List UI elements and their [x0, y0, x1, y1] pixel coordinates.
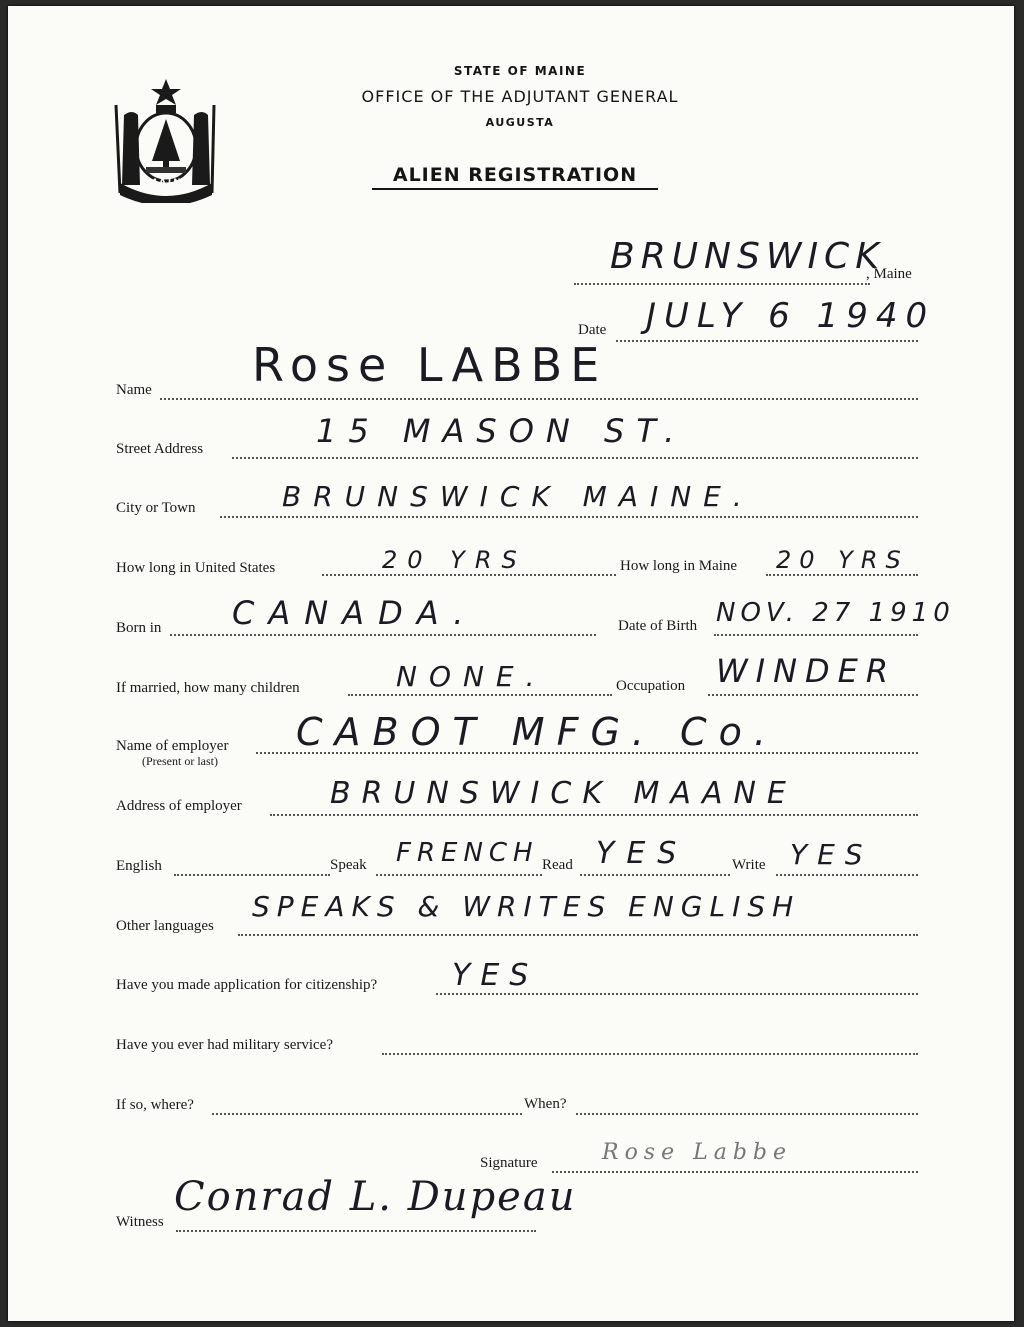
military-label: Have you ever had military service? — [116, 1037, 333, 1053]
date-line — [616, 340, 918, 342]
signature-label: Signature — [480, 1155, 538, 1171]
signature-value: Rose Labbe — [602, 1140, 793, 1165]
english-label: English — [116, 858, 162, 874]
speak-value: FRENCH — [396, 838, 539, 868]
employer-note: (Present or last) — [142, 754, 218, 768]
citizenship-label: Have you made application for citizenship? — [116, 977, 378, 993]
born-in-value: CANADA. — [232, 594, 478, 632]
children-label: If married, how many children — [116, 680, 300, 696]
military-line — [382, 1053, 918, 1055]
office-heading: OFFICE OF THE ADJUTANT GENERAL — [361, 87, 679, 106]
employer-address-line — [270, 814, 918, 816]
occupation-label: Occupation — [616, 678, 686, 694]
employer-value: CABOT MFG. Co. — [296, 710, 778, 754]
city-heading: AUGUSTA — [485, 116, 555, 129]
write-line — [776, 874, 918, 876]
english-line — [174, 874, 330, 876]
citizenship-line — [436, 993, 918, 995]
other-languages-line — [238, 934, 918, 936]
born-in-line — [170, 634, 596, 636]
witness-line — [176, 1230, 536, 1232]
date-label: Date — [578, 322, 607, 338]
occupation-line — [708, 694, 918, 696]
other-languages-value: SPEAKS & WRITES ENGLISH — [252, 890, 801, 923]
when-line — [576, 1113, 918, 1115]
how-long-us-label: How long in United States — [116, 560, 276, 576]
city-town-label: City or Town — [116, 500, 196, 516]
read-label: Read — [542, 857, 573, 873]
employer-label: Name of employer — [116, 738, 229, 754]
employer-address-value: BRUNSWICK MAANE — [330, 776, 797, 811]
write-value: YES — [790, 838, 873, 871]
other-languages-label: Other languages — [116, 918, 214, 934]
maine-label: , Maine — [866, 266, 912, 282]
street-value: 15 MASON ST. — [316, 412, 687, 450]
write-label: Write — [732, 857, 766, 873]
read-value: YES — [596, 836, 689, 871]
when-label: When? — [524, 1096, 567, 1112]
where-label: If so, where? — [116, 1097, 194, 1113]
how-long-maine-line — [766, 574, 918, 576]
how-long-us-line — [322, 574, 616, 576]
date-of-birth-label: Date of Birth — [618, 618, 698, 634]
speak-line — [376, 874, 542, 876]
city-town-line — [220, 516, 918, 518]
born-in-label: Born in — [116, 620, 162, 636]
signature-line — [552, 1171, 918, 1173]
how-long-us-value: 20 YRS — [382, 546, 527, 574]
state-heading: STATE OF MAINE — [453, 64, 587, 78]
city-town-value: BRUNSWICK MAINE. — [282, 480, 754, 513]
date-value: JULY 6 1940 — [646, 296, 936, 336]
town-line — [574, 283, 870, 285]
how-long-maine-label: How long in Maine — [620, 558, 738, 574]
citizenship-value: YES — [452, 958, 539, 993]
occupation-value: WINDER — [716, 652, 897, 690]
date-of-birth-line — [714, 634, 918, 636]
seal-banner-text: MAINE — [148, 178, 191, 188]
children-value: NONE. — [396, 660, 547, 693]
speak-label: Speak — [330, 857, 367, 873]
how-long-maine-value: 20 YRS — [776, 546, 909, 574]
witness-value: Conrad L. Dupeau — [174, 1174, 577, 1220]
town-value: BRUNSWICK — [610, 236, 885, 277]
witness-label: Witness — [116, 1214, 164, 1230]
read-line — [580, 874, 730, 876]
date-of-birth-value: NOV. 27 1910 — [716, 598, 955, 628]
employer-address-label: Address of employer — [116, 798, 242, 814]
street-line — [232, 457, 918, 459]
form-title: ALIEN REGISTRATION — [372, 164, 658, 190]
name-label: Name — [116, 382, 152, 398]
name-value: Rose LABBE — [252, 338, 608, 392]
street-label: Street Address — [116, 441, 204, 457]
name-line — [160, 398, 918, 400]
where-line — [212, 1113, 522, 1115]
children-line — [348, 694, 612, 696]
